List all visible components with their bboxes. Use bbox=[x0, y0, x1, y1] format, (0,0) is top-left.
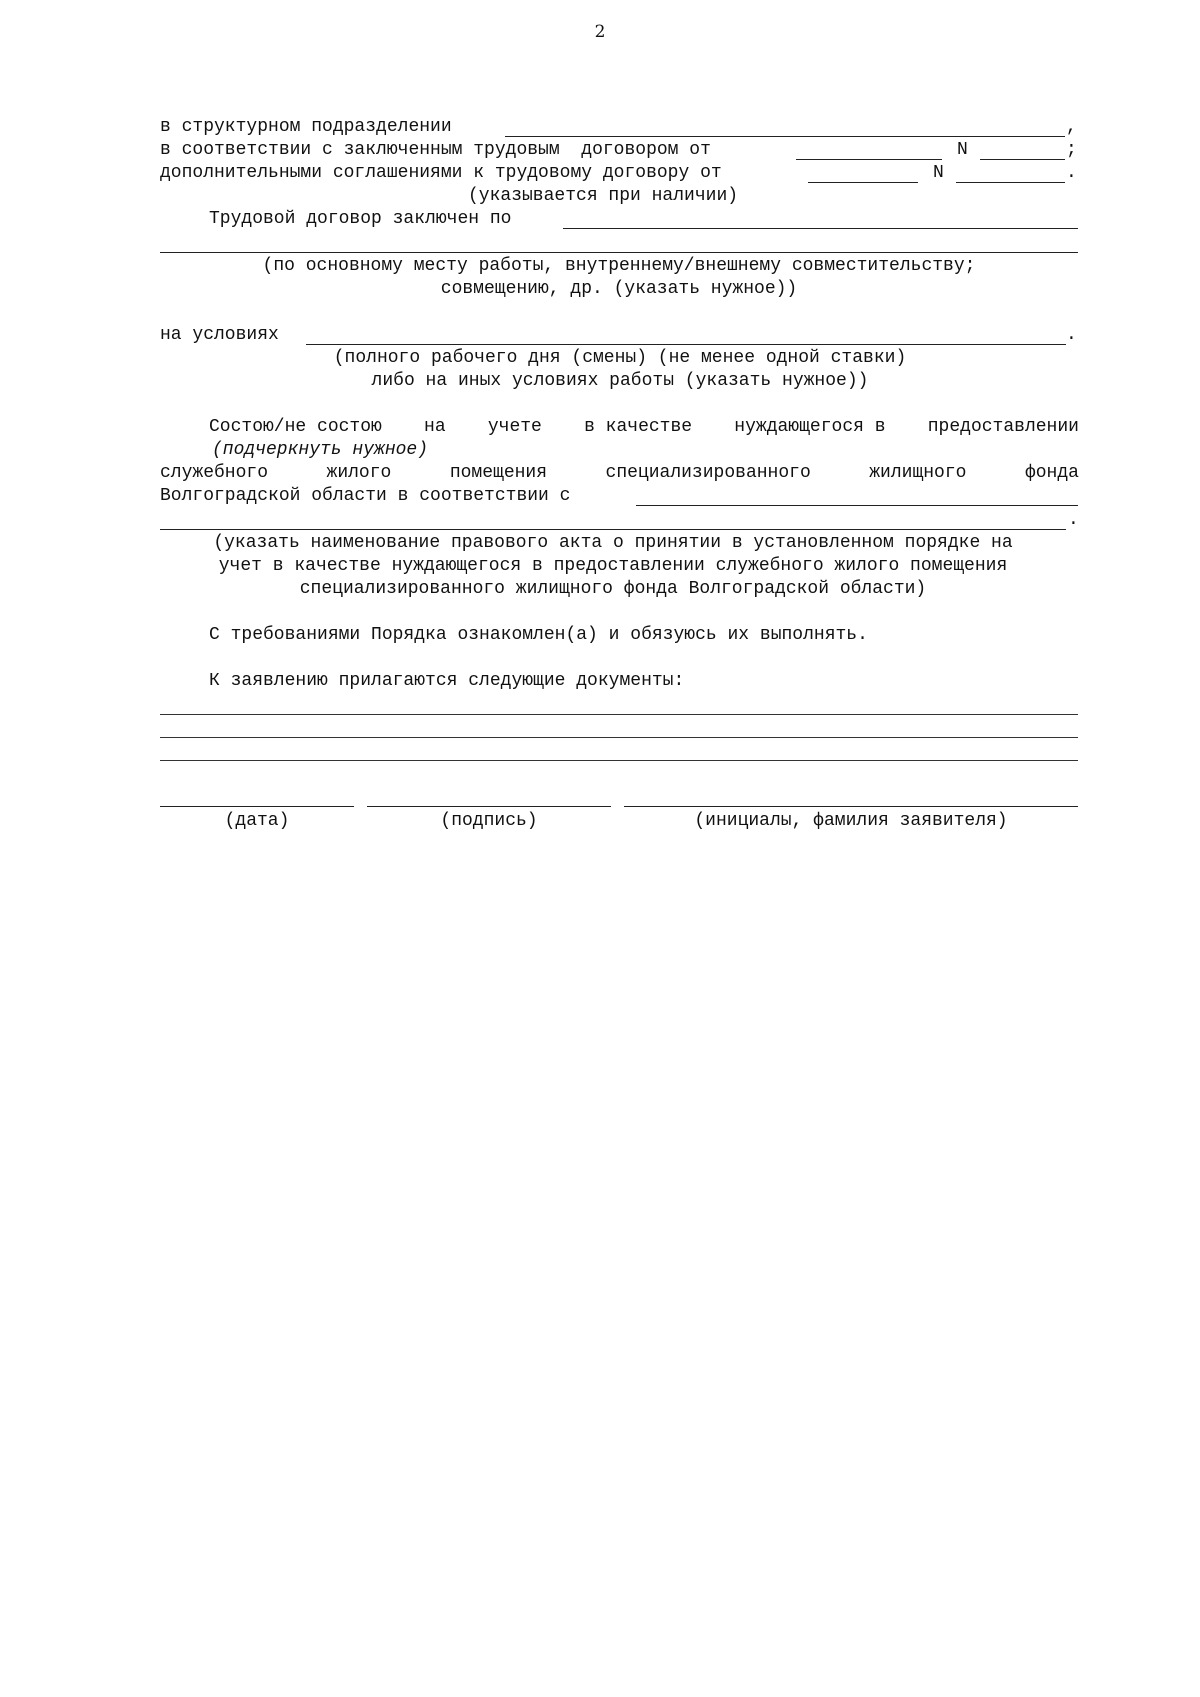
housing-line-1 bbox=[209, 416, 1079, 438]
structural-unit-field[interactable] bbox=[505, 136, 1065, 137]
work-conditions-note-1: (полного рабочего дня (смены) (не менее одной ставки) bbox=[333, 348, 907, 368]
legal-act-note-3: специализированного жилищного фонда Волгоградской области) bbox=[299, 579, 927, 599]
contract-date-field[interactable] bbox=[796, 159, 942, 160]
employment-type-field-continued[interactable] bbox=[160, 252, 1078, 253]
signature-field[interactable] bbox=[367, 806, 611, 807]
attachments-label: К заявлению прилагаются следующие документы: bbox=[209, 671, 685, 691]
housing-line-2 bbox=[160, 462, 1079, 484]
addendum-date-field[interactable] bbox=[808, 182, 918, 183]
housing-word: в качестве bbox=[584, 417, 693, 437]
housing-word: нуждающегося в bbox=[734, 417, 886, 437]
housing-word: на bbox=[424, 417, 446, 437]
addendum-note: (указывается при наличии) bbox=[468, 186, 739, 206]
addendum-number-field[interactable] bbox=[956, 182, 1065, 183]
employment-type-label: Трудовой договор заключен по bbox=[209, 209, 512, 229]
legal-act-note-1: (указать наименование правового акта о принятии в установленном порядке на bbox=[213, 533, 1013, 553]
signature-caption: (подпись) bbox=[440, 811, 538, 831]
contract-label: в соответствии с заключенным трудовым договором от bbox=[160, 140, 711, 160]
legal-act-note-2: учет в качестве нуждающегося в предоставлении служебного жилого помещения bbox=[218, 556, 1008, 576]
housing-word: специализированного bbox=[605, 463, 811, 483]
contract-semicolon: ; bbox=[1066, 140, 1077, 160]
legal-act-period: . bbox=[1068, 510, 1079, 530]
structural-unit-comma: , bbox=[1066, 117, 1077, 137]
housing-word: учете bbox=[487, 417, 542, 437]
housing-word: фонда bbox=[1024, 463, 1079, 483]
addendum-period: . bbox=[1066, 163, 1077, 183]
addendum-number-sign: N bbox=[933, 163, 944, 183]
attachments-line-2[interactable] bbox=[160, 737, 1078, 738]
contract-number-sign: N bbox=[957, 140, 968, 160]
date-signature-field[interactable] bbox=[160, 806, 354, 807]
legal-act-field-continued[interactable] bbox=[160, 529, 1066, 530]
legal-act-field[interactable] bbox=[636, 505, 1078, 506]
housing-word: служебного bbox=[160, 463, 269, 483]
applicant-name-field[interactable] bbox=[624, 806, 1078, 807]
page-number: 2 bbox=[594, 22, 606, 42]
housing-word: помещения bbox=[449, 463, 548, 483]
housing-line-3: Волгоградской области в соответствии с bbox=[160, 486, 571, 506]
housing-word: жилищного bbox=[869, 463, 967, 483]
employment-type-field[interactable] bbox=[563, 228, 1078, 229]
work-conditions-field[interactable] bbox=[306, 344, 1066, 345]
structural-unit-label: в структурном подразделении bbox=[160, 117, 452, 137]
underline-hint: (подчеркнуть нужное) bbox=[212, 440, 429, 460]
applicant-name-caption: (инициалы, фамилия заявителя) bbox=[694, 811, 1008, 831]
attachments-line-3[interactable] bbox=[160, 760, 1078, 761]
addendum-label: дополнительными соглашениями к трудовому договору от bbox=[160, 163, 722, 183]
housing-word: предоставлении bbox=[927, 417, 1079, 437]
acknowledgement-text: С требованиями Порядка ознакомлен(а) и обязуюсь их выполнять. bbox=[209, 625, 868, 645]
work-conditions-note-2: либо на иных условиях работы (указать нужное)) bbox=[371, 371, 869, 391]
housing-word: Состою/не состою bbox=[209, 417, 382, 437]
contract-number-field[interactable] bbox=[980, 159, 1065, 160]
work-conditions-period: . bbox=[1066, 325, 1077, 345]
date-caption: (дата) bbox=[224, 811, 290, 831]
employment-type-note-1: (по основному месту работы, внутреннему/внешнему совместительству; bbox=[262, 256, 976, 276]
housing-word: жилого bbox=[326, 463, 392, 483]
attachments-line-1[interactable] bbox=[160, 714, 1078, 715]
work-conditions-label: на условиях bbox=[160, 325, 279, 345]
employment-type-note-2: совмещению, др. (указать нужное)) bbox=[440, 279, 798, 299]
